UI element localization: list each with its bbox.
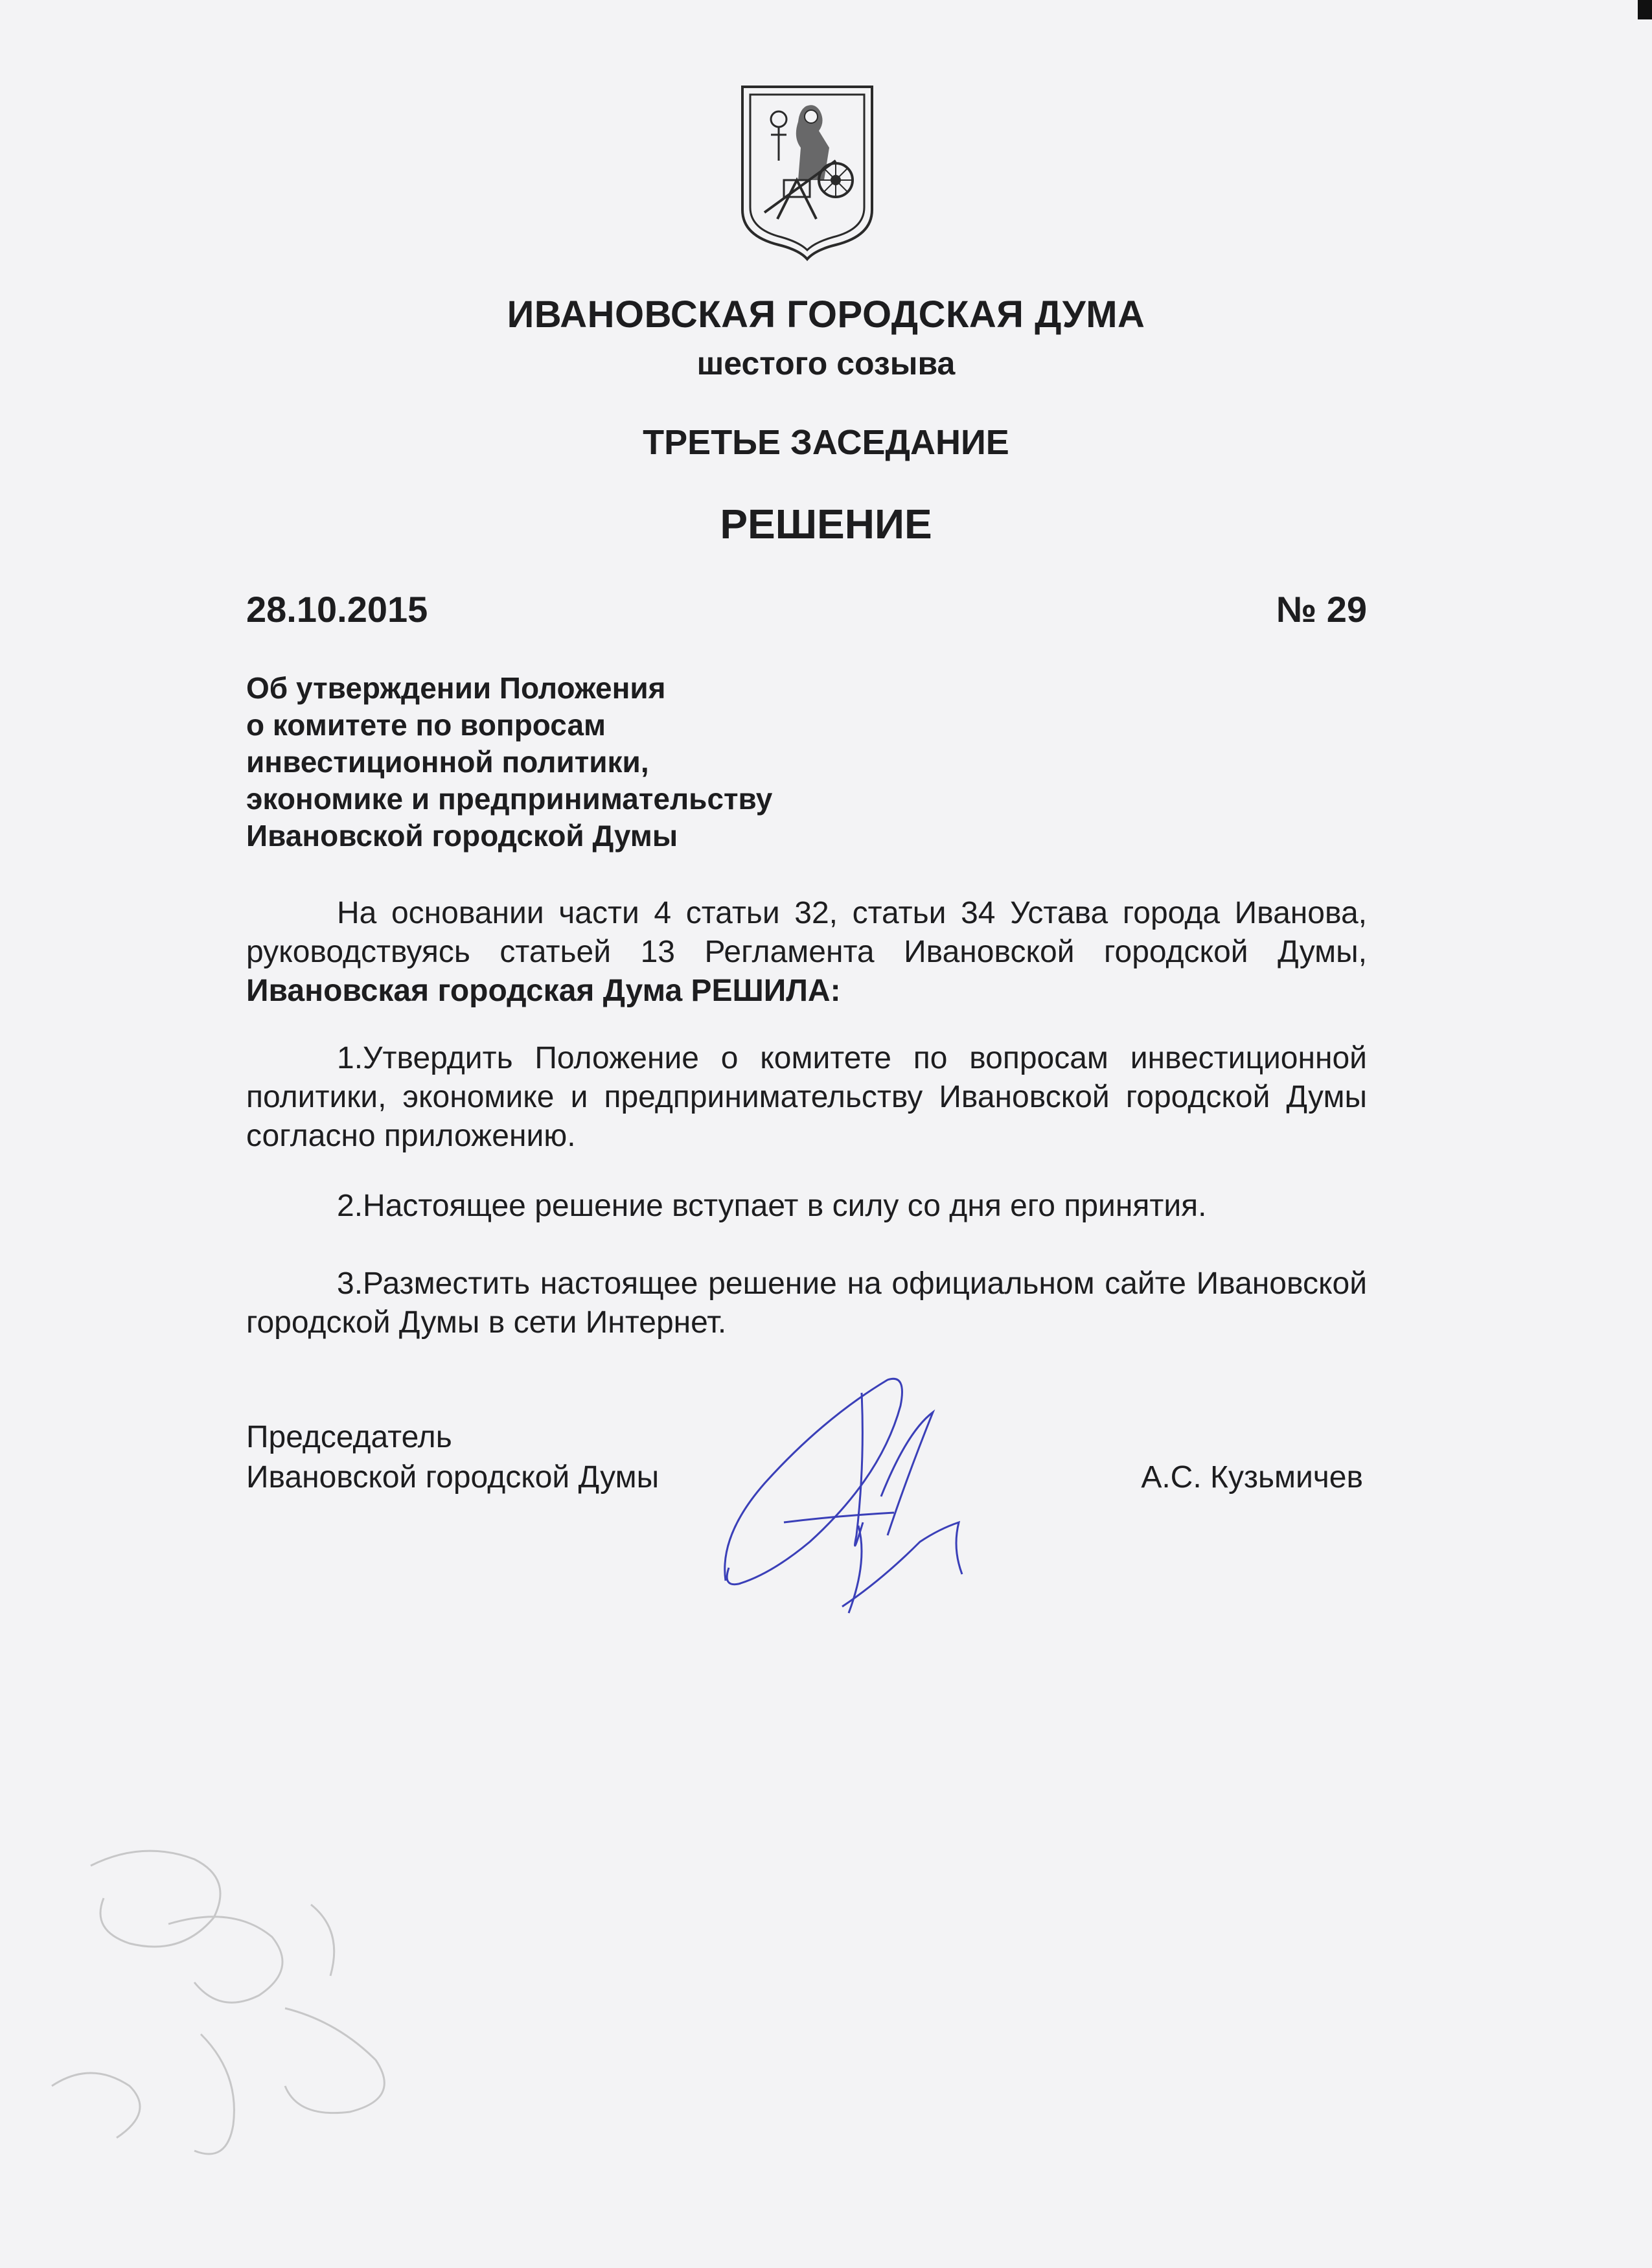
- item-2-paragraph: 2.Настоящее решение вступает в силу со дня его принятия.: [337, 1189, 1207, 1223]
- session-title: ТРЕТЬЕ ЗАСЕДАНИЕ: [643, 423, 1009, 462]
- preamble-resolution: Ивановская городская Дума РЕШИЛА:: [246, 974, 841, 1008]
- scan-edge: [1638, 0, 1652, 19]
- item-3-paragraph: 3.Разместить настоящее решение на официальном сайте Ивановской городской Думы в сети Интернет.: [246, 1266, 1367, 1340]
- date-number-line: [246, 588, 1367, 630]
- bleed-through-marks: [39, 1827, 453, 2190]
- document-type: РЕШЕНИЕ: [720, 501, 932, 547]
- subject-line: инвестиционной политики,: [246, 745, 649, 779]
- position-line: Ивановской городской Думы: [246, 1460, 660, 1495]
- signatory-position: [246, 1417, 659, 1498]
- position-line: Председатель: [246, 1420, 452, 1454]
- subject-line: Ивановской городской Думы: [246, 819, 678, 853]
- subject-line: Об утверждении Положения: [246, 671, 666, 705]
- preamble-text: На основании части 4 статьи 32, статьи 34 Устава города Иванова, руководствуясь статьей 13 Регламента Ивановской городской Думы,: [246, 896, 1367, 969]
- subject-line: экономике и предпринимательству: [246, 782, 773, 816]
- organization-title: ИВАНОВСКАЯ ГОРОДСКАЯ ДУМА: [507, 293, 1145, 336]
- document-subject: [246, 670, 772, 854]
- signatory-name: А.С. Кузьмичев: [1141, 1460, 1363, 1495]
- city-emblem-icon: [739, 83, 876, 262]
- document-date: 28.10.2015: [246, 589, 428, 630]
- handwritten-signature: [713, 1367, 998, 1620]
- document-number: № 29: [1276, 589, 1367, 630]
- convocation-subtitle: шестого созыва: [696, 345, 956, 382]
- item-1-paragraph: 1.Утвердить Положение о комитете по вопросам инвестиционной политики, экономике и предпринимательству Ивановской городской Думы согласно приложению.: [246, 1041, 1367, 1153]
- preamble-paragraph: [246, 894, 1367, 1011]
- subject-line: о комитете по вопросам: [246, 708, 606, 742]
